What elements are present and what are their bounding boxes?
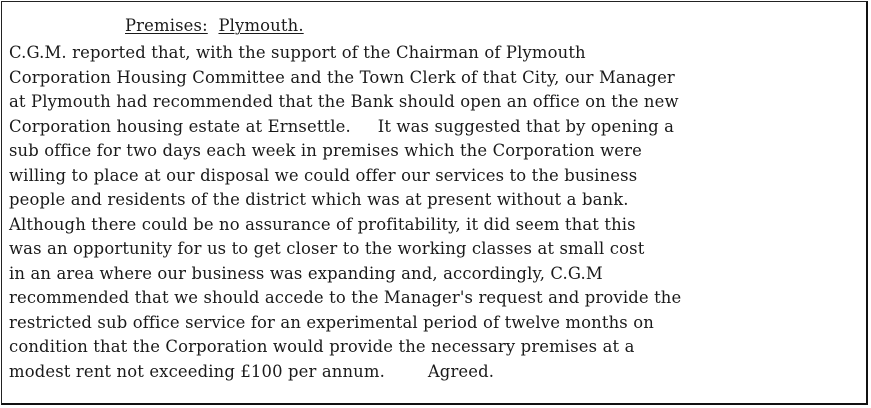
minute-line: Although there could be no assurance of profitability, it did seem that this — [9, 214, 636, 234]
minute-line: was an opportunity for us to get closer to the working classes at small cost — [9, 239, 645, 258]
heading-place: Plymouth. — [218, 16, 304, 35]
minute-line: willing to place at our disposal we could offer our services to the business — [9, 165, 638, 185]
minute-line: restricted sub office service for an experimental period of twelve months on — [9, 312, 654, 332]
minute-line: sub office for two days each week in premises which the Corporation were — [9, 141, 642, 160]
minute-line: C.G.M. reported that, with the support of the Chairman of Plymouth — [9, 43, 586, 62]
minute-line: Corporation Housing Committee and the Town Clerk of that City, our Manager — [9, 67, 675, 87]
minute-line: recommended that we should accede to the Manager's request and provide the — [9, 288, 682, 307]
heading-premises: Premises: — [125, 16, 208, 35]
minute-line: at Plymouth had recommended that the Bank should open an office on the new — [9, 92, 679, 111]
minute-heading — [125, 16, 304, 36]
minute-body — [9, 41, 859, 384]
minute-line: Corporation housing estate at Ernsettle. It was suggested that by opening a — [9, 116, 675, 136]
minute-line: modest rent not exceeding £100 per annum. Agreed. — [9, 361, 495, 381]
minute-line: in an area where our business was expanding and, accordingly, C.G.M — [9, 263, 603, 283]
minute-line: condition that the Corporation would provide the necessary premises at a — [9, 337, 635, 356]
minute-line: people and residents of the district which was at present without a bank. — [9, 190, 629, 209]
